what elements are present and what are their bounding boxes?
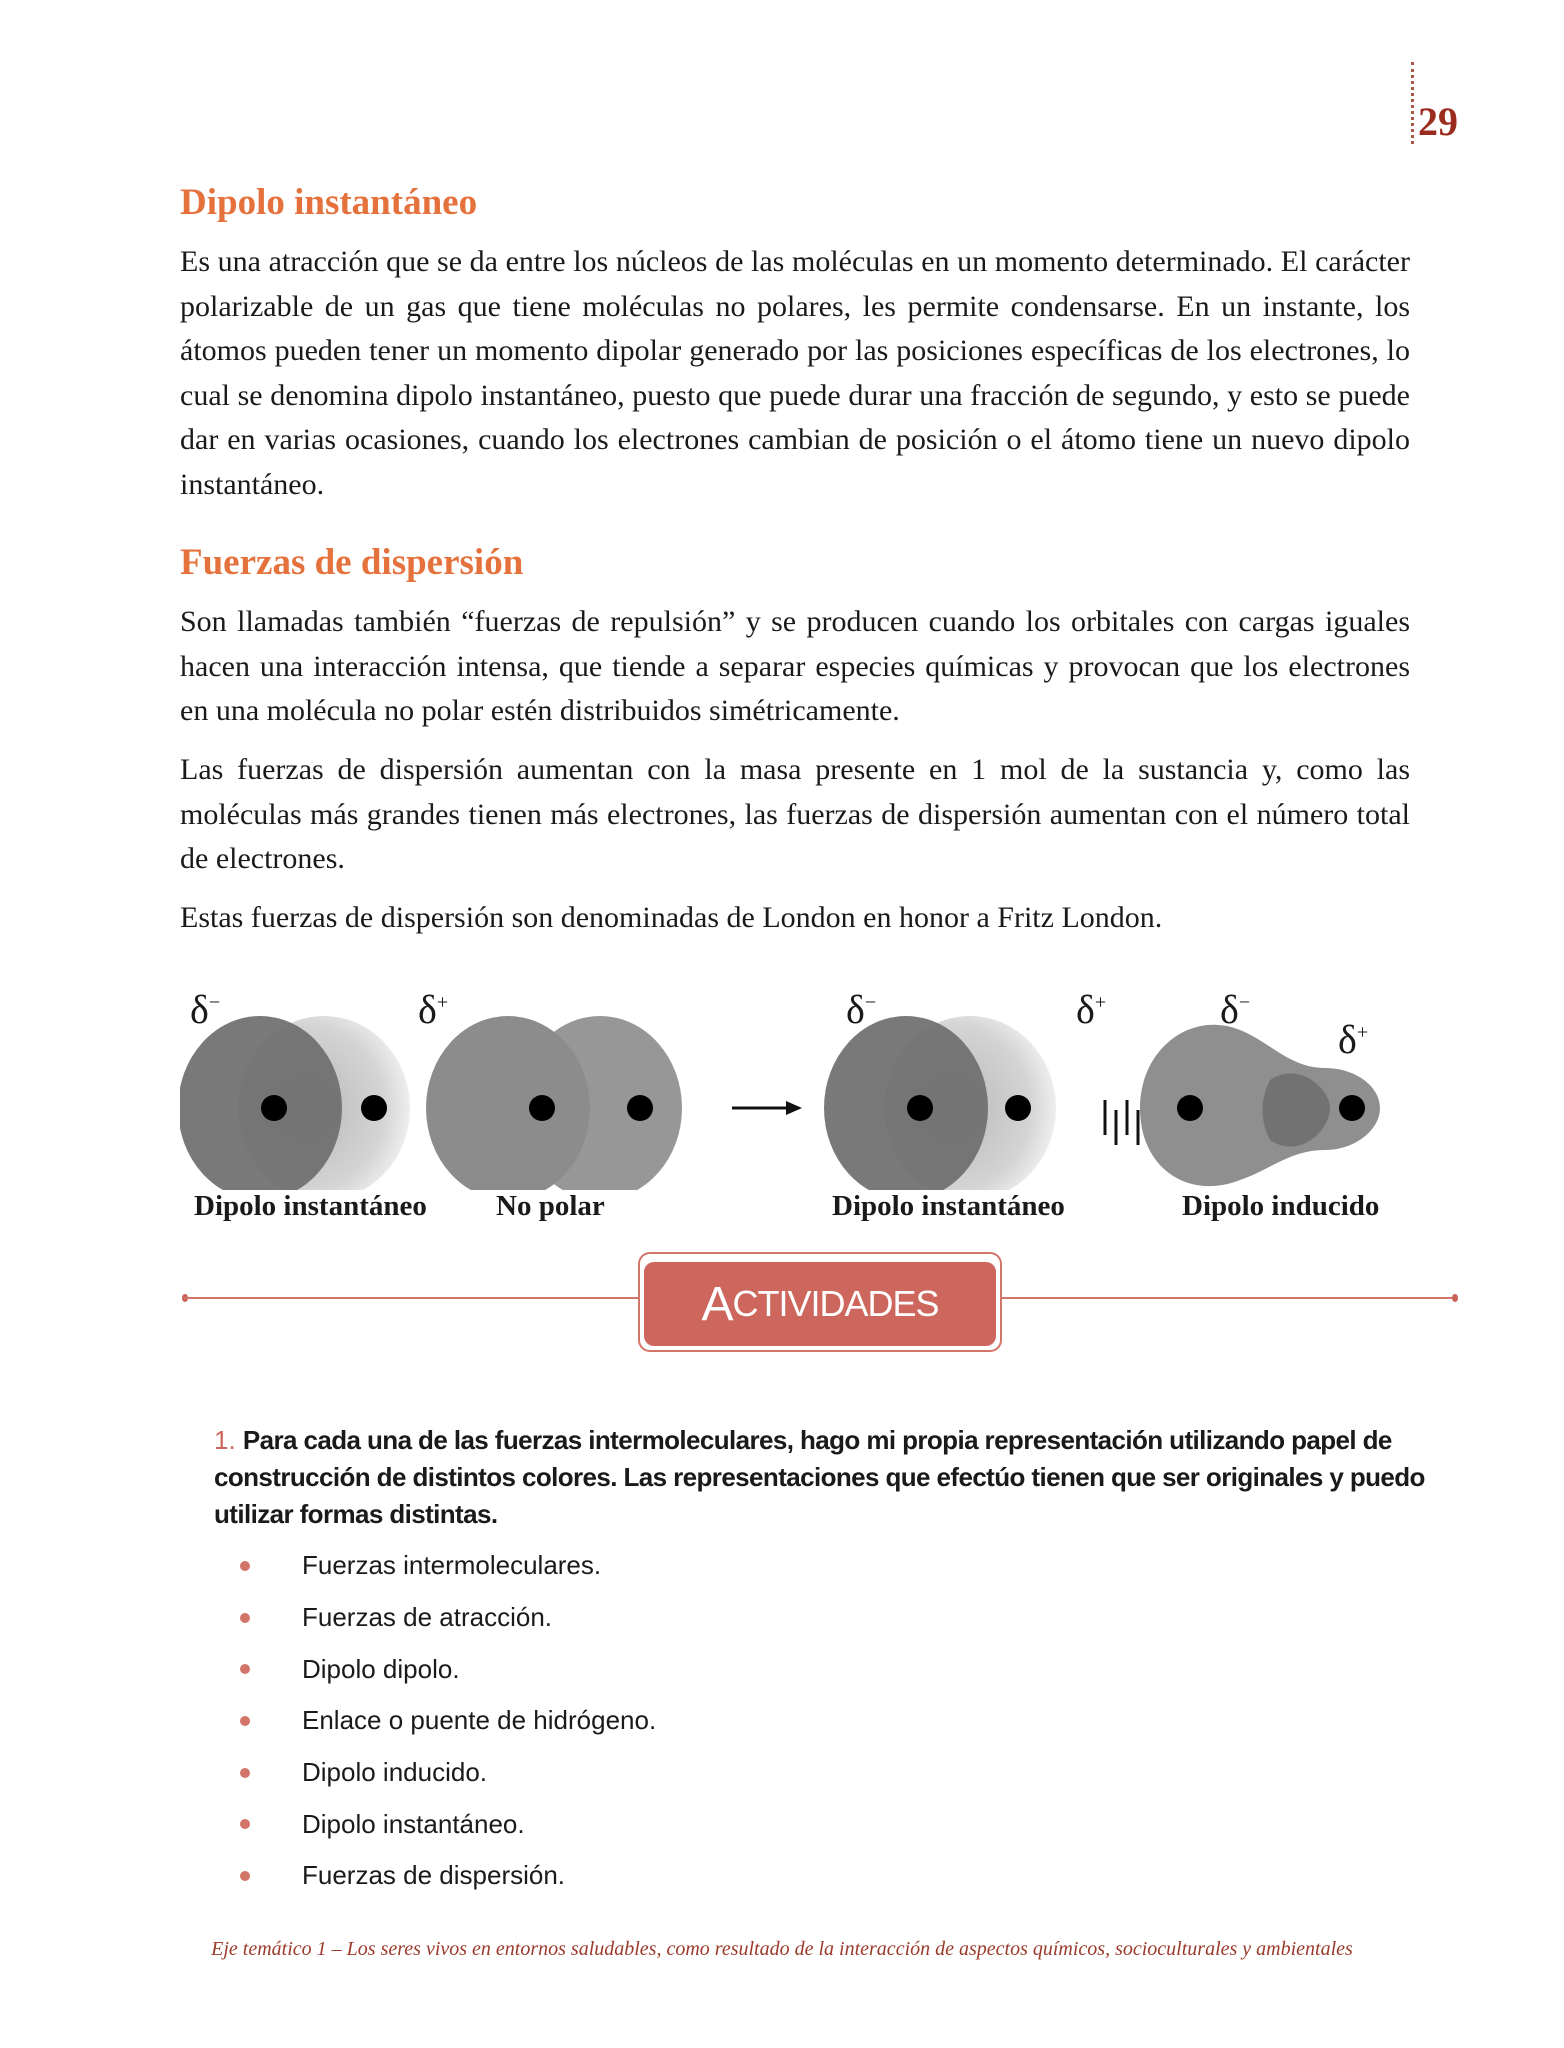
paragraph-dipolo-instantaneo: Es una atracción que se da entre los núcleos de las moléculas en un momento determinado. El carácter polarizable de un gas que tiene moléculas no polares, les permite condensarse. En un instante, los átomos pueden tener un momento dipolar generado por las posiciones específicas de los electrones, lo cual se denomina dipolo instantáneo, puesto que puede durar una fracción de segundo, y esto se puede dar en varias ocasiones, cuando los electrones cambian de posición o el átomo tiene un nuevo dipolo instantáneo. — [180, 245, 1410, 501]
list-item: Dipolo instantáneo. — [240, 1798, 656, 1850]
dipole-diagram — [180, 987, 1440, 1230]
label-dipolo-instantaneo-1: Dipolo instantáneo — [194, 1190, 427, 1222]
bullet-icon — [240, 1664, 250, 1674]
paragraph-dispersion-3: Estas fuerzas de dispersión son denominadas de London en honor a Fritz London. — [180, 901, 1163, 934]
delta-minus-3: δ− — [1220, 987, 1251, 1032]
section-title-fuerzas-dispersion: Fuerzas de dispersión — [180, 542, 524, 583]
delta-minus-1: δ− — [190, 987, 221, 1032]
paragraph-dispersion-2: Las fuerzas de dispersión aumentan con la masa presente en 1 mol de la sustancia y, como las moléculas más grandes tienen más electrones, las fuerzas de dispersión aumentan con el número total de electrones. — [180, 753, 1410, 875]
page-number: 29 — [1418, 99, 1458, 144]
delta-plus-2: δ+ — [1076, 987, 1107, 1032]
activity-items-list — [240, 1540, 656, 1902]
activities-line-right — [1000, 1297, 1454, 1299]
list-item: Fuerzas de dispersión. — [240, 1850, 656, 1902]
bullet-icon — [240, 1871, 250, 1881]
molecule-no-polar — [426, 1016, 682, 1190]
label-no-polar: No polar — [496, 1190, 605, 1222]
activity-task-1 — [214, 1422, 1434, 1533]
delta-minus-2: δ− — [846, 987, 877, 1032]
bullet-icon — [240, 1561, 250, 1571]
bullet-icon — [240, 1768, 250, 1778]
interaction-lines-icon — [1105, 1100, 1138, 1145]
bullet-icon — [240, 1819, 250, 1829]
list-item: Dipolo inducido. — [240, 1747, 656, 1799]
task-number: 1. — [214, 1425, 236, 1455]
molecule-dipolo-instantaneo-1 — [180, 1016, 410, 1190]
label-dipolo-inducido: Dipolo inducido — [1182, 1190, 1380, 1222]
paragraph-dispersion-1: Son llamadas también “fuerzas de repulsión” y se producen cuando los orbitales con cargas iguales hacen una interacción intensa, que tiende a separar especies químicas y provocan que los electrones en una molécula no polar estén distribuidos simétricamente. — [180, 605, 1410, 727]
activities-header: A CTIVIDADES — [644, 1262, 996, 1346]
bullet-icon — [240, 1613, 250, 1623]
task-text: Para cada una de las fuerzas intermoleculares, hago mi propia representación utilizando papel de construcción de distintos colores. Las representaciones que efectúo tienen que ser originales y puedo utilizar formas distintas. — [214, 1425, 1425, 1529]
dipole-illustration — [180, 987, 1440, 1190]
activities-line-left — [184, 1297, 640, 1299]
delta-plus-3: δ+ — [1338, 1017, 1369, 1062]
list-item: Dipolo dipolo. — [240, 1643, 656, 1695]
bullet-icon — [240, 1716, 250, 1726]
molecule-dipolo-instantaneo-2 — [824, 1016, 1056, 1190]
page-number-rule — [1411, 62, 1414, 144]
activities-line-end-right — [1452, 1294, 1458, 1302]
arrow-icon — [732, 1101, 802, 1115]
page-footer: Eje temático 1 – Los seres vivos en entornos saludables, como resultado de la interacción de aspectos químicos, socioculturales y ambientales — [211, 1938, 1353, 1960]
section-title-dipolo-instantaneo: Dipolo instantáneo — [180, 182, 478, 223]
list-item: Fuerzas de atracción. — [240, 1592, 656, 1644]
list-item: Enlace o puente de hidrógeno. — [240, 1695, 656, 1747]
list-item: Fuerzas intermoleculares. — [240, 1540, 656, 1592]
delta-plus-1: δ+ — [418, 987, 449, 1032]
label-dipolo-instantaneo-2: Dipolo instantáneo — [832, 1190, 1065, 1222]
